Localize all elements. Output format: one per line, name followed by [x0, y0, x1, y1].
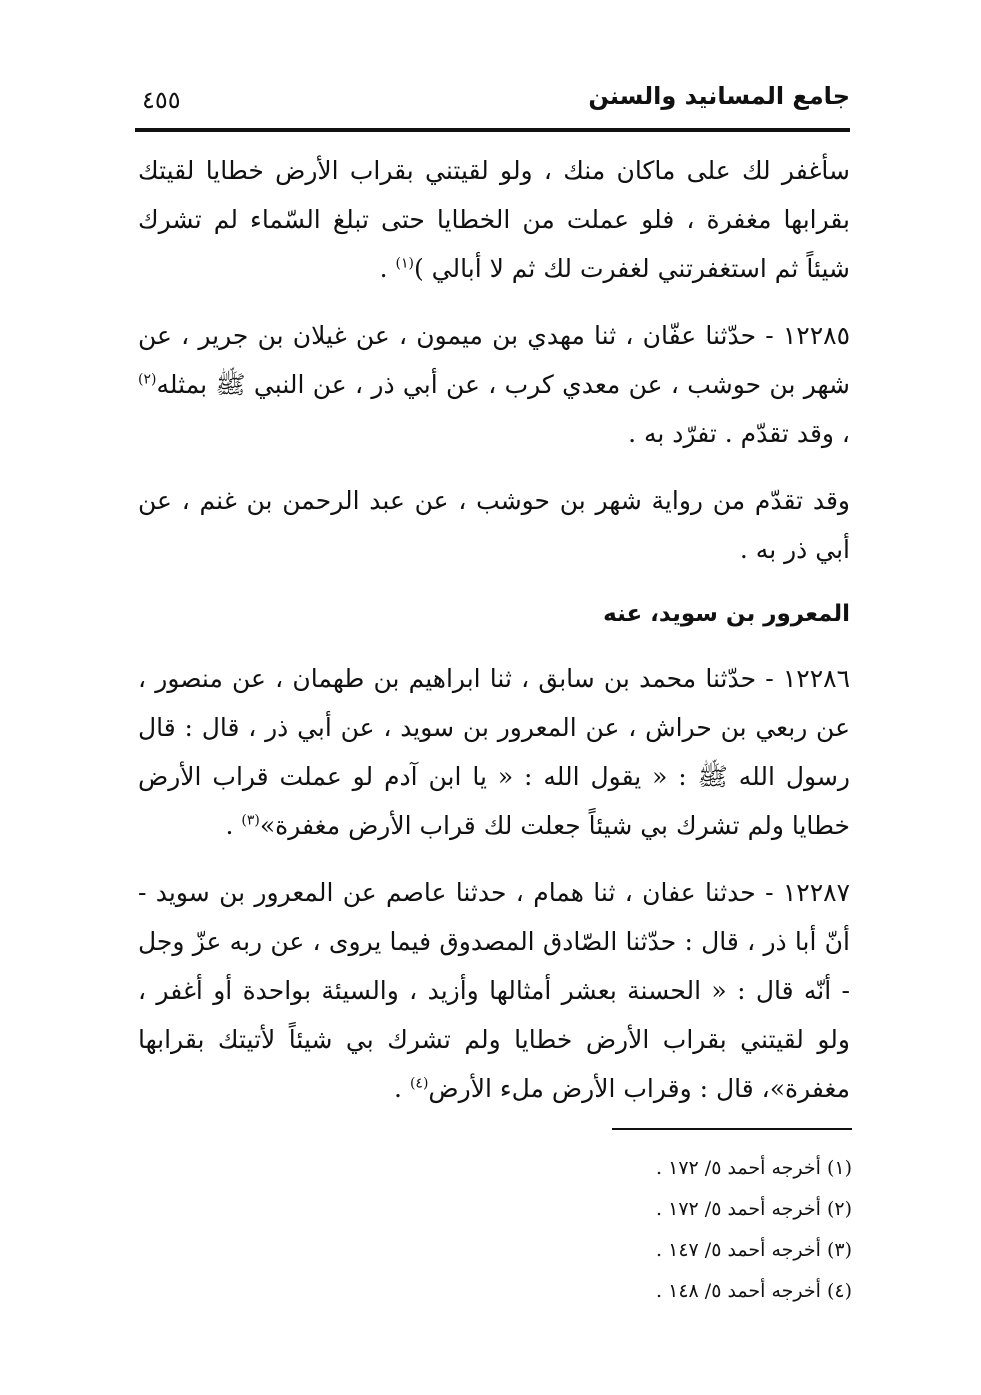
paragraph-text: وقد تقدّم من رواية شهر بن حوشب ، عن عبد الرحمن بن غنم ، عن أبي ذر به .	[138, 486, 850, 564]
paragraph-text: ١٢٢٨٥ - حدّثنا عفّان ، ثنا مهدي بن ميمون ، عن غيلان بن جرير ، عن شهر بن حوشب ، عن معدي كرب ، عن أبي ذر ، عن النبي ﷺ بمثله	[138, 321, 850, 399]
paragraph-note	[138, 476, 850, 574]
footnotes	[500, 1148, 852, 1312]
footnote-separator	[612, 1128, 852, 1130]
paragraph-end: .	[379, 254, 396, 283]
footnote-1: (١) أخرجه أحمد ٥/ ١٧٢ .	[656, 1157, 852, 1179]
paragraph-end: .	[394, 1074, 410, 1103]
footnote-ref-3[interactable]: (٣)	[241, 812, 260, 829]
footnote-2: (٢) أخرجه أحمد ٥/ ١٧٢ .	[656, 1198, 852, 1220]
hadith-12286	[138, 654, 850, 850]
paragraph-end: .	[225, 811, 242, 840]
header-rule	[135, 128, 850, 132]
running-title: جامع المسانيد والسنن	[588, 82, 850, 110]
paragraph-end: ، وقد تقدّم . تفرّد به .	[628, 419, 850, 448]
paragraph-text: ١٢٢٨٧ - حدثنا عفان ، ثنا همام ، حدثنا عاصم عن المعرور بن سويد - أنّ أبا ذر ، قال : حدّثنا الصّادق المصدوق فيما يروى ، عن ربه عزّ وجل - أنّه قال : « الحسنة بعشر أمثالها وأزيد ، والسيئة بواحدة أو أغفر ، ولو لقيتني بقراب الأرض خطايا ولم تشرك بي شيئاً لأتيتك بقرابها مغفرة»، قال : وقراب الأرض ملء الأرض	[138, 878, 850, 1103]
section-heading: المعرور بن سويد، عنه	[603, 601, 850, 627]
main-text	[138, 146, 850, 1131]
footnote-ref-2[interactable]: (٢)	[138, 371, 157, 388]
footnote-ref-4[interactable]: (٤)	[409, 1075, 429, 1092]
paragraph-continuation	[138, 146, 850, 293]
footnote-ref-1[interactable]: (١)	[395, 255, 414, 272]
paragraph-text: ١٢٢٨٦ - حدّثنا محمد بن سابق ، ثنا ابراهيم بن طهمان ، عن منصور ، عن ربعي بن حراش ، عن المعرور بن سويد ، عن أبي ذر ، قال : قال رسول الله ﷺ : « يقول الله : « يا ابن آدم لو عملت قراب الأرض خطايا ولم تشرك بي شيئاً جعلت لك قراب الأرض مغفرة»	[138, 664, 850, 840]
footnote-3: (٣) أخرجه أحمد ٥/ ١٤٧ .	[656, 1239, 852, 1261]
hadith-12285	[138, 311, 850, 458]
paragraph-text: سأغفر لك على ماكان منك ، ولو لقيتني بقراب الأرض خطايا لقيتك بقرابها مغفرة ، فلو عملت من الخطايا حتى تبلغ السّماء لم تشرك شيئاً ثم استغفرتني لغفرت لك ثم لا أبالي )	[138, 156, 850, 283]
hadith-12287	[138, 868, 850, 1113]
footnote-4: (٤) أخرجه أحمد ٥/ ١٤٨ .	[656, 1280, 852, 1302]
page-header	[138, 78, 850, 126]
page-number: ٤٥٥	[142, 86, 181, 114]
